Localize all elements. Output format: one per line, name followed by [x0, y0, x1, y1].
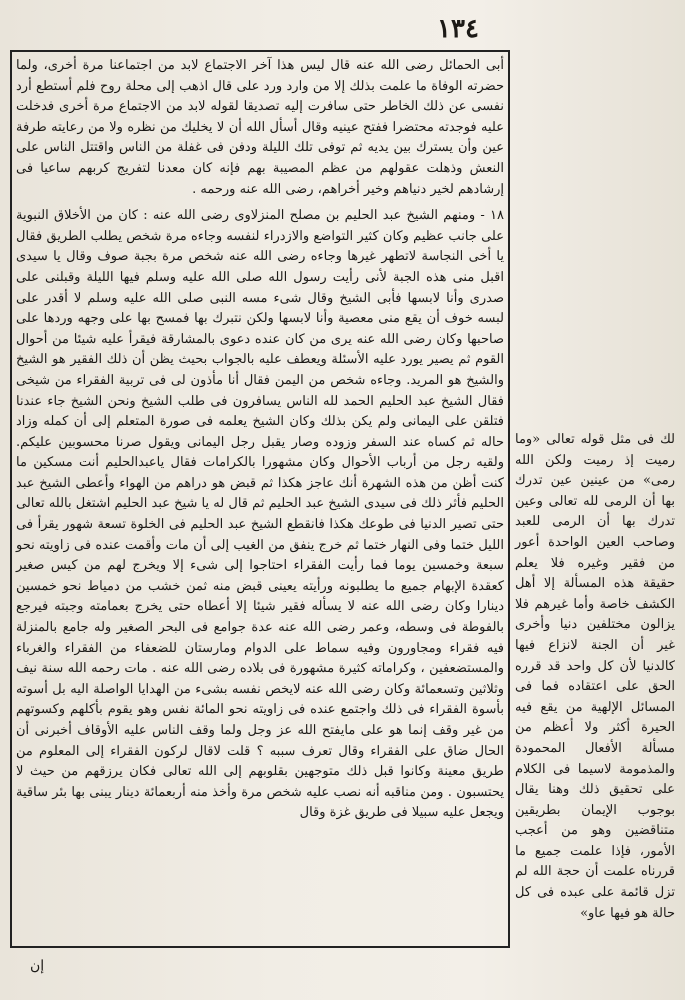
paragraph-1: أبى الحمائل رضى الله عنه قال ليس هذا آخر الاجتماع لابد من اجتماعنا مرة أخرى، ولما حضرته الوفاة ما علمت بذلك إلا من وارد ورد على قال اذهب إلى محلة روح فلم أستطع أرد نفسى عن ذلك الخاطر حتى سافرت إليه تصديقا لقوله لابد من الاجتماع مرة أخرى فدخلت عليه فوجدته محتضرا ففتح عينيه وقال أسأل الله أن لا يخليك من نظره ولا من رعايته طرفة عين وأن يسترك بين يديه ثم توفى تلك الليلة ودفن فى غفلة من الناس واقتتل الناس على النعش وذهلت عقولهم من عظم المصيبة بهم فإنه كان معدنا لتفريج كربهم ساعيا فى إرشادهم لخير دنياهم وخير أخراهم، رضى الله عنه ورحمه .	[16, 58, 504, 197]
margin-note: لك فى مثل قوله تعالى «وما رميت إذ رميت ولكن الله رمى» من عينين عين تدرك بها أن الرمى لله تعالى وعين تدرك بها أن الرمى للعبد وصاحب العين الواحدة أعور من فقير وغيره فلا يعلم حقيقة هذه المسألة إلا أهل الكشف خاصة وأما غيرهم فلا يزالون مختلفين دنيا وأخرى غير أن الجنة لانزاع فيها كالدنيا لأن كل واحد قد قرره الحق على اعتقاده فما فى المسائل الإلهية من يقع فيه الحيرة أكثر ولا أعظم من مسألة الأفعال المحمودة والمذمومة لاسيما فى الكلام على تحقيق ذلك وهنا يقال بوجوب الإيمان بطريقين متناقضين وهو من أعجب الأمور، فإذا علمت جميع ما قررناه علمت أن حجة الله لم تزل قائمة على عبده فى كل حالة هو فيها عاو»	[515, 432, 675, 921]
catchword: إن	[30, 958, 45, 974]
page-number: ١٣٤	[437, 14, 479, 44]
paragraph-2: ١٨ - ومنهم الشيخ عبد الحليم بن مصلح المنزلاوى رضى الله عنه : كان من الأخلاق النبوية على جانب عظيم وكان كثير التواضع والازدراء لنفسه وجاءه مرة شخص يطلب الطريق فقال يا أخى النجاسة لاتطهر غيرها وجاءه رضى الله عنه شخص مرة بجبة صوف وقال يا سيدى اقبل منى هذه الجبة لأنى رأيت رسول الله صلى الله عليه وسلم فيها الليلة وقبلنى على صدرى وأنا لابسها فأبى الشيخ وقال شىء مسه النبى صلى الله عليه وسلم لا أقدر على لبسه خوف أن يقع منى معصية وأنا لابسها ولكن نتبرك بها فمسح بها على وجهه وردها على صاحبها وكان رضى الله عنه يرى من كان عنده دعوى بالمشارقة فيقرأ عليه شيئا من أحوال القوم ثم يصير يورد عليه الأسئلة ويعطف عليه بالجواب بحيث يظن أن ذلك الفقير هو الشيخ والشيخ هو المريد. وجاءه شخص من اليمن فقال أنا مأذون لى فى تربية الفقراء من شيخى فقال الشيخ عبد الحليم الحمد لله الناس يسافرون فى طلب الشيخ ونحن الشيخ جاء عندنا فتلقن على اليمانى ولم يكن بذلك وكان الشيخ يعلمه فى صورة المتعلم إلى أن كمله وزاد حاله ثم كساه عند السفر وزوده وصار يقبل رجل اليمانى ويقول صرنا محسوبين عليكم. ولقيه رجل من أرباب الأحوال وكان مشهورا بالكرامات فقال ياعبدالحليم أنت مسكين ما كنت أظن من هذه الشهرة أنك عاجز هكذا ثم قبض هو دراهم من الهواء وأعطى الشيخ عبد الحليم فأثر ذلك فى سيدى الشيخ عبد الحليم ثم قال له يا شيخ عبد الحليم اشتغل بالله تعالى حتى تصير الدنيا فى طوعك هكذا فانقطع الشيخ عبد الحليم فى الخلوة تسعة شهور يقرأ فى الليل ختما وفى النهار ختما ثم خرج ينفق من الغيب إلى أن مات وأقمت عنده فى زاويته نحو سبعة وخمسين يوما فما رأيت الفقراء احتاجوا إلى شىء إلا ويخرج لهم من كيس صغير كعقدة الإبهام جميع ما يطلبونه ورأيته يعينى قبض منه ثمن خشب من دمياط نحو خمسين دينارا وكان رضى الله عنه لا يسأله فقير شيئا إلا أعطاه حتى يخرج بعمامته وجبته فيرجع بالفوطة فى وسطه، وعمر رضى الله عنه عدة جوامع فى البحر الصغير وله جامع بالمنزلة فيه فقراء ومجاورون وفيه سماط على الدوام ومارستان للضعفاء من الفقراء والغرباء والمستضعفين ، وكراماته كثيرة مشهورة فى بلاده رضى الله عنه . مات رحمه الله سنة نيف وثلاثين وتسعمائة وكان رضى الله عنه لايخص نفسه بشىء من الهدايا الواصلة اليه بل أسوته بأسوة الفقراء فى ذلك واجتمع عنده فى زاويته نحو المائة نفس وهو يقوم بأكلهم وكسوتهم من غير وقف إنما هو على مايفتح الله عز وجل ولما وقف الناس عليه الأوقاف أخبرنى أن الحال ضاق على الفقراء وقال تعرف سببه ؟ قلت لاقال لركون الفقراء إلى المعلوم من طريق معينة وكانوا قبل ذلك متوجهين بقلوبهم إلى الله تعالى فكان يرزقهم من حيث لا يحتسبون . ومن مناقبه أنه نصب عليه شخص مرة وأخذ منه أربعمائة دينار يبنى بها بئر ساقية ويجعل عليه سبيلا فى طريق غزة وقال	[16, 208, 504, 821]
main-text-block	[16, 56, 504, 944]
